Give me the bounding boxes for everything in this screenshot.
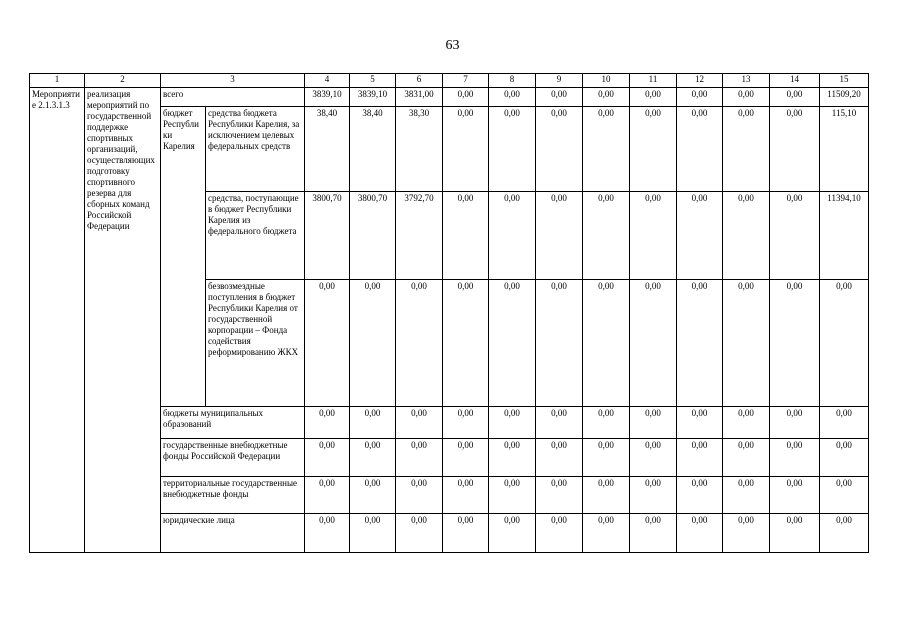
value-cell: 0,00 <box>723 439 770 477</box>
value-cell: 0,00 <box>583 514 630 553</box>
value-cell: 0,00 <box>489 514 536 553</box>
row-label: государственные внебюджетные фонды Российской Федерации <box>161 439 305 477</box>
value-cell: 3800,70 <box>350 192 396 280</box>
header-cell: 13 <box>723 74 770 88</box>
value-cell: 0,00 <box>536 439 583 477</box>
value-cell: 0,00 <box>677 192 723 280</box>
value-cell: 0,00 <box>305 407 350 439</box>
value-cell: 0,00 <box>677 514 723 553</box>
value-cell: 0,00 <box>536 407 583 439</box>
value-cell: 0,00 <box>630 439 677 477</box>
value-cell: 0,00 <box>443 192 489 280</box>
value-cell: 0,00 <box>723 280 770 407</box>
value-cell: 0,00 <box>770 477 820 514</box>
value-cell: 0,00 <box>677 107 723 192</box>
value-cell: 0,00 <box>396 477 443 514</box>
value-cell: 0,00 <box>350 477 396 514</box>
event-name: реализация мероприятий по государственной поддержке спортивных организаций, осуществляющих подготовку спортивного резерва для сборных команд Российской Федерации <box>85 88 161 553</box>
value-cell: 0,00 <box>630 477 677 514</box>
value-cell: 0,00 <box>770 439 820 477</box>
value-cell: 0,00 <box>536 107 583 192</box>
value-cell: 0,00 <box>583 107 630 192</box>
value-cell: 0,00 <box>820 280 869 407</box>
value-cell: 0,00 <box>770 280 820 407</box>
value-cell: 0,00 <box>677 477 723 514</box>
value-cell: 0,00 <box>820 407 869 439</box>
value-cell: 0,00 <box>723 192 770 280</box>
header-row <box>30 74 869 88</box>
page-number: 63 <box>445 38 460 53</box>
value-cell: 0,00 <box>630 88 677 107</box>
header-cell: 11 <box>630 74 677 88</box>
value-cell: 0,00 <box>770 407 820 439</box>
value-cell: 0,00 <box>350 439 396 477</box>
row-label: средства, поступающие в бюджет Республики Карелия из федерального бюджета <box>206 192 305 280</box>
value-cell: 0,00 <box>770 514 820 553</box>
header-cell: 3 <box>161 74 305 88</box>
value-cell: 0,00 <box>770 192 820 280</box>
value-cell: 0,00 <box>443 514 489 553</box>
header-cell: 10 <box>583 74 630 88</box>
value-cell: 0,00 <box>536 192 583 280</box>
value-cell: 0,00 <box>396 439 443 477</box>
budget-table <box>29 73 869 553</box>
header-cell: 5 <box>350 74 396 88</box>
header-cell: 4 <box>305 74 350 88</box>
header-cell: 8 <box>489 74 536 88</box>
value-cell: 0,00 <box>630 107 677 192</box>
value-cell: 0,00 <box>489 477 536 514</box>
value-cell: 0,00 <box>630 280 677 407</box>
value-cell: 0,00 <box>723 407 770 439</box>
row-label: средства бюджета Республики Карелия, за исключением целевых федеральных средств <box>206 107 305 192</box>
value-cell: 0,00 <box>536 514 583 553</box>
header-cell: 12 <box>677 74 723 88</box>
row-label: юридические лица <box>161 514 305 553</box>
value-cell: 0,00 <box>350 280 396 407</box>
value-cell: 3792,70 <box>396 192 443 280</box>
value-cell: 0,00 <box>723 107 770 192</box>
value-cell: 38,40 <box>350 107 396 192</box>
header-cell: 1 <box>30 74 85 88</box>
value-cell: 38,40 <box>305 107 350 192</box>
value-cell: 0,00 <box>489 192 536 280</box>
value-cell: 0,00 <box>443 407 489 439</box>
header-cell: 14 <box>770 74 820 88</box>
value-cell: 0,00 <box>350 514 396 553</box>
value-cell: 0,00 <box>536 88 583 107</box>
value-cell: 3839,10 <box>305 88 350 107</box>
header-cell: 15 <box>820 74 869 88</box>
value-cell: 0,00 <box>723 477 770 514</box>
header-cell: 7 <box>443 74 489 88</box>
value-cell: 0,00 <box>770 107 820 192</box>
value-cell: 0,00 <box>583 407 630 439</box>
value-cell: 0,00 <box>350 407 396 439</box>
value-cell: 38,30 <box>396 107 443 192</box>
value-cell: 0,00 <box>305 477 350 514</box>
value-cell: 0,00 <box>820 477 869 514</box>
row-label: территориальные государственные внебюджетные фонды <box>161 477 305 514</box>
value-cell: 0,00 <box>820 514 869 553</box>
value-cell: 0,00 <box>489 439 536 477</box>
value-cell: 0,00 <box>583 88 630 107</box>
value-cell: 0,00 <box>677 407 723 439</box>
value-cell: 11509,20 <box>820 88 869 107</box>
value-cell: 0,00 <box>443 107 489 192</box>
value-cell: 0,00 <box>443 88 489 107</box>
value-cell: 0,00 <box>396 280 443 407</box>
value-cell: 0,00 <box>630 514 677 553</box>
value-cell: 0,00 <box>489 407 536 439</box>
value-cell: 0,00 <box>489 88 536 107</box>
value-cell: 3839,10 <box>350 88 396 107</box>
value-cell: 0,00 <box>489 280 536 407</box>
value-cell: 0,00 <box>396 407 443 439</box>
value-cell: 0,00 <box>489 107 536 192</box>
value-cell: 0,00 <box>770 88 820 107</box>
value-cell: 3831,00 <box>396 88 443 107</box>
budget-group-label: бюджет Республики Карелия <box>161 107 206 407</box>
value-cell: 0,00 <box>677 88 723 107</box>
value-cell: 0,00 <box>536 280 583 407</box>
value-cell: 0,00 <box>396 514 443 553</box>
value-cell: 0,00 <box>677 439 723 477</box>
event-code: Мероприятие 2.1.3.1.3 <box>30 88 85 553</box>
row-label: всего <box>161 88 305 107</box>
value-cell: 0,00 <box>583 477 630 514</box>
value-cell: 0,00 <box>443 477 489 514</box>
value-cell: 0,00 <box>305 439 350 477</box>
value-cell: 3800,70 <box>305 192 350 280</box>
value-cell: 115,10 <box>820 107 869 192</box>
header-cell: 2 <box>85 74 161 88</box>
value-cell: 0,00 <box>630 192 677 280</box>
value-cell: 0,00 <box>443 280 489 407</box>
row-label: безвозмездные поступления в бюджет Республики Карелия от государственной корпорации – Фонда содействия реформированию ЖКХ <box>206 280 305 407</box>
row-label: бюджеты муниципальных образований <box>161 407 305 439</box>
value-cell: 0,00 <box>583 439 630 477</box>
header-cell: 6 <box>396 74 443 88</box>
value-cell: 0,00 <box>630 407 677 439</box>
header-cell: 9 <box>536 74 583 88</box>
value-cell: 0,00 <box>305 280 350 407</box>
table-row <box>30 88 869 107</box>
value-cell: 0,00 <box>305 514 350 553</box>
value-cell: 0,00 <box>723 514 770 553</box>
value-cell: 0,00 <box>723 88 770 107</box>
value-cell: 0,00 <box>583 192 630 280</box>
value-cell: 0,00 <box>583 280 630 407</box>
value-cell: 0,00 <box>820 439 869 477</box>
value-cell: 0,00 <box>536 477 583 514</box>
value-cell: 0,00 <box>677 280 723 407</box>
value-cell: 0,00 <box>443 439 489 477</box>
value-cell: 11394,10 <box>820 192 869 280</box>
